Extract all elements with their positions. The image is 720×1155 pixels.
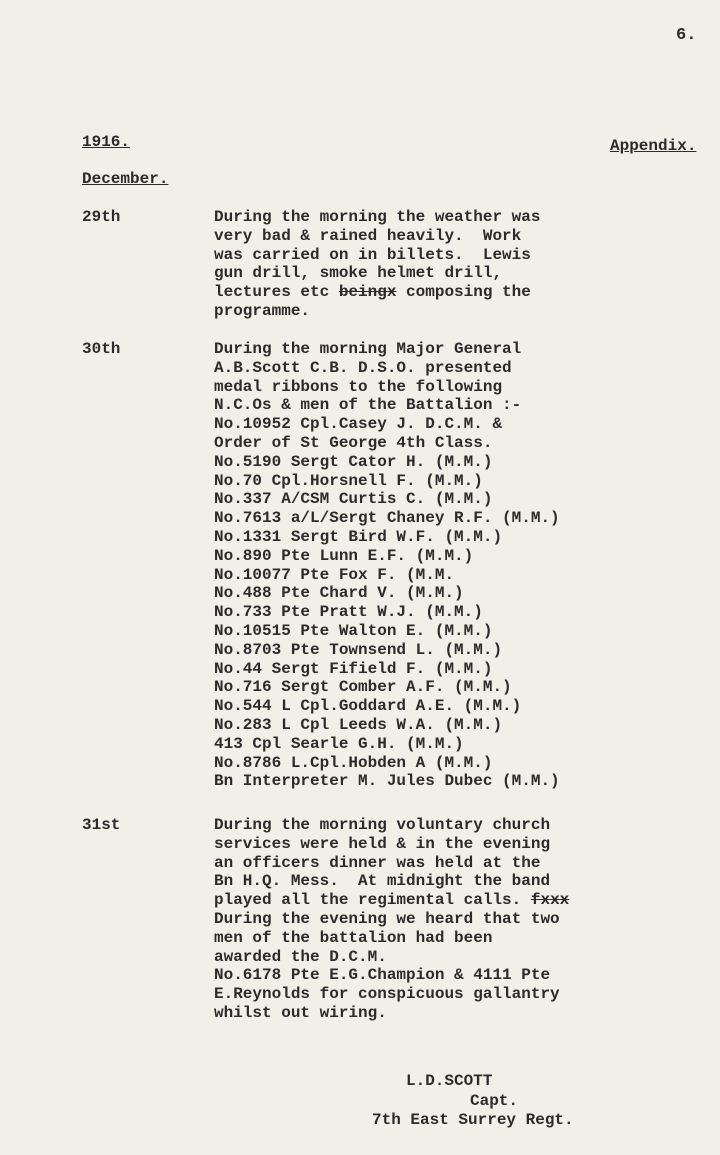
entry-line: medal ribbons to the following: [214, 377, 503, 396]
entry-line: No.6178 Pte E.G.Champion & 4111 Pte: [214, 966, 551, 985]
entry-line: No.733 Pte Pratt W.J. (M.M.): [214, 603, 483, 622]
entry-date-31st: 31st: [82, 816, 121, 834]
line-text: lectures etc: [214, 283, 339, 302]
entry-line: No.7613 a/L/Sergt Chaney R.F. (M.M.): [214, 509, 560, 528]
appendix-heading: Appendix.: [610, 137, 697, 155]
line-text: played all the regimental calls.: [214, 891, 531, 910]
entry-line: whilst out wiring.: [214, 1003, 387, 1022]
entry-line: Bn Interpreter M. Jules Dubec (M.M.): [214, 772, 560, 791]
struck-text: fxxx: [530, 891, 570, 910]
entry-line: No.8786 L.Cpl.Hobden A (M.M.): [214, 753, 493, 772]
entry-line: During the morning the weather was: [214, 208, 541, 226]
entry-line: very bad & rained heavily. Work: [214, 226, 522, 245]
entry-line-with-strikeout: [214, 283, 714, 302]
entry-line: Order of St George 4th Class.: [214, 433, 493, 452]
entry-body-31st: [214, 816, 714, 1023]
page-number: 6.: [676, 26, 697, 45]
entry-line: No.890 Pte Lunn E.F. (M.M.): [214, 546, 474, 565]
entry-line: No.337 A/CSM Curtis C. (M.M.): [214, 490, 493, 509]
entry-line: N.C.Os & men of the Battalion :-: [214, 396, 522, 415]
entry-line: No.8703 Pte Townsend L. (M.M.): [214, 640, 503, 659]
entry-body-30th: [214, 340, 714, 791]
entry-line: No.716 Sergt Comber A.F. (M.M.): [214, 678, 512, 697]
entry-line: programme.: [214, 301, 311, 320]
entry-line: services were held & in the evening: [214, 834, 551, 853]
entry-line: A.B.Scott C.B. D.S.O. presented: [214, 358, 512, 377]
entry-line: No.10952 Cpl.Casey J. D.C.M. &: [214, 415, 503, 434]
entry-date-30th: 30th: [82, 340, 121, 358]
entry-body-29th: [214, 208, 714, 321]
entry-line: No.1331 Sergt Bird W.F. (M.M.): [214, 527, 503, 546]
entry-line: Bn H.Q. Mess. At midnight the band: [214, 872, 551, 891]
entry-line: No.283 L Cpl Leeds W.A. (M.M.): [214, 715, 503, 734]
entry-line: No.5190 Sergt Cator H. (M.M.): [214, 452, 493, 471]
entry-line: No.10515 Pte Walton E. (M.M.): [214, 621, 493, 640]
line-text: composing the: [396, 283, 531, 302]
entry-line: No.44 Sergt Fifield F. (M.M.): [214, 659, 493, 678]
entry-line: During the morning voluntary church: [214, 816, 551, 834]
entry-line: During the evening we heard that two: [214, 909, 560, 928]
year-heading: 1916.: [82, 133, 131, 151]
entry-line: No.70 Cpl.Horsnell F. (M.M.): [214, 471, 483, 490]
entry-line: No.488 Pte Chard V. (M.M.): [214, 584, 464, 603]
signature-rank: Capt.: [470, 1092, 519, 1110]
entry-line: During the morning Major General: [214, 340, 522, 358]
entry-line: an officers dinner was held at the: [214, 853, 541, 872]
month-heading: December.: [82, 170, 169, 188]
struck-text: beingx: [338, 283, 397, 302]
signature-unit: 7th East Surrey Regt.: [372, 1111, 574, 1129]
entry-line: was carried on in billets. Lewis: [214, 245, 531, 264]
entry-line-with-strikeout: [214, 891, 714, 910]
entry-line: No.10077 Pte Fox F. (M.M.: [214, 565, 455, 584]
entry-date-29th: 29th: [82, 208, 121, 226]
entry-line: men of the battalion had been: [214, 928, 493, 947]
entry-line: gun drill, smoke helmet drill,: [214, 264, 503, 283]
entry-line: awarded the D.C.M.: [214, 947, 387, 966]
entry-line: E.Reynolds for conspicuous gallantry: [214, 985, 560, 1004]
signature-name: L.D.SCOTT: [406, 1072, 493, 1090]
entry-line: 413 Cpl Searle G.H. (M.M.): [214, 734, 464, 753]
entry-line: No.544 L Cpl.Goddard A.E. (M.M.): [214, 697, 522, 716]
